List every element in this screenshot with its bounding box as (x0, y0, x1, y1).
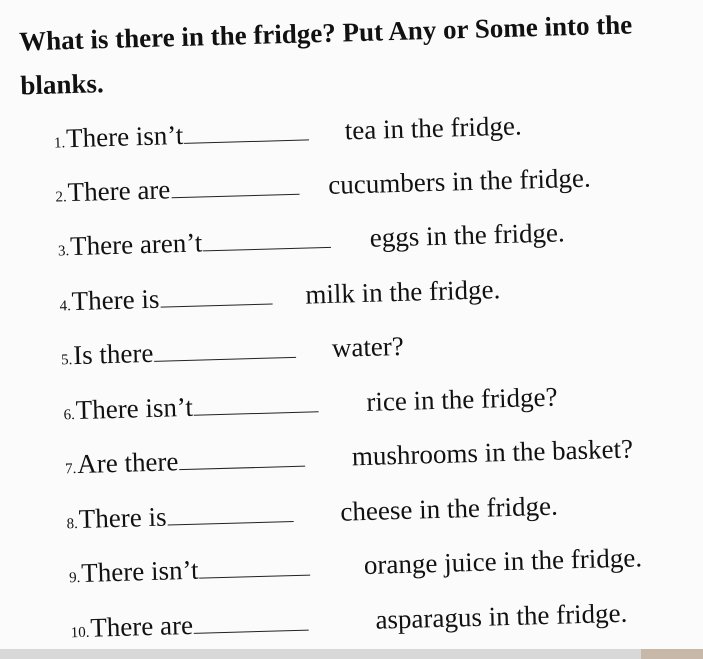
item-number: 10. (70, 624, 90, 642)
item-rest: cheese in the fridge. (340, 490, 559, 527)
item-stem: Are there (76, 446, 179, 480)
item-stem: There aren’t (69, 227, 203, 262)
item-stem: There is (71, 283, 160, 317)
exercise-item-3 (57, 217, 566, 263)
item-stem: Is there (72, 337, 154, 371)
item-rest: water? (331, 330, 405, 363)
worksheet-title: What is there in the fridge? Put Any or Some into the blanks. (18, 9, 633, 101)
answer-blank[interactable] (180, 466, 306, 471)
answer-blank[interactable] (171, 194, 299, 199)
item-rest: asparagus in the fridge. (375, 597, 628, 635)
item-stem: There are (89, 609, 194, 643)
exercise-item-5 (60, 330, 405, 372)
exercise-item-4 (59, 274, 501, 318)
item-rest: mushrooms in the basket? (351, 433, 634, 472)
item-stem: There are (67, 174, 171, 208)
item-rest: milk in the fridge. (304, 274, 501, 310)
answer-blank[interactable] (155, 357, 297, 362)
exercise-item-2 (55, 162, 592, 209)
item-rest: cucumbers in the fridge. (327, 162, 592, 200)
exercise-item-9 (68, 542, 643, 590)
item-number: 1. (53, 135, 66, 152)
item-number: 4. (59, 298, 72, 315)
answer-blank[interactable] (203, 247, 331, 252)
item-number: 6. (63, 407, 76, 424)
exercise-item-7 (64, 433, 634, 481)
exercise-item-10 (70, 597, 628, 645)
exercise-item-8 (66, 490, 559, 535)
item-number: 2. (55, 189, 68, 206)
item-number: 8. (66, 516, 79, 533)
exercise-item-6 (63, 381, 558, 426)
item-number: 9. (68, 569, 81, 587)
item-rest: eggs in the fridge. (369, 217, 566, 253)
item-stem: There isn’t (65, 119, 184, 154)
exercise-item-1 (53, 110, 523, 154)
background-object (641, 649, 703, 659)
page-bottom-edge (0, 649, 703, 659)
answer-blank[interactable] (194, 411, 319, 415)
item-stem: There isn’t (80, 554, 199, 588)
item-rest: orange juice in the fridge. (363, 542, 643, 581)
item-rest: tea in the fridge. (344, 110, 523, 146)
item-rest: rice in the fridge? (365, 381, 558, 417)
item-number: 7. (64, 461, 77, 478)
answer-blank[interactable] (168, 521, 294, 526)
answer-blank[interactable] (161, 304, 273, 308)
answer-blank[interactable] (194, 630, 309, 634)
answer-blank[interactable] (200, 575, 311, 579)
item-stem: There isn’t (75, 391, 194, 426)
item-number: 3. (57, 243, 70, 260)
item-number: 5. (60, 352, 73, 369)
answer-blank[interactable] (185, 139, 310, 143)
item-stem: There is (78, 501, 167, 534)
